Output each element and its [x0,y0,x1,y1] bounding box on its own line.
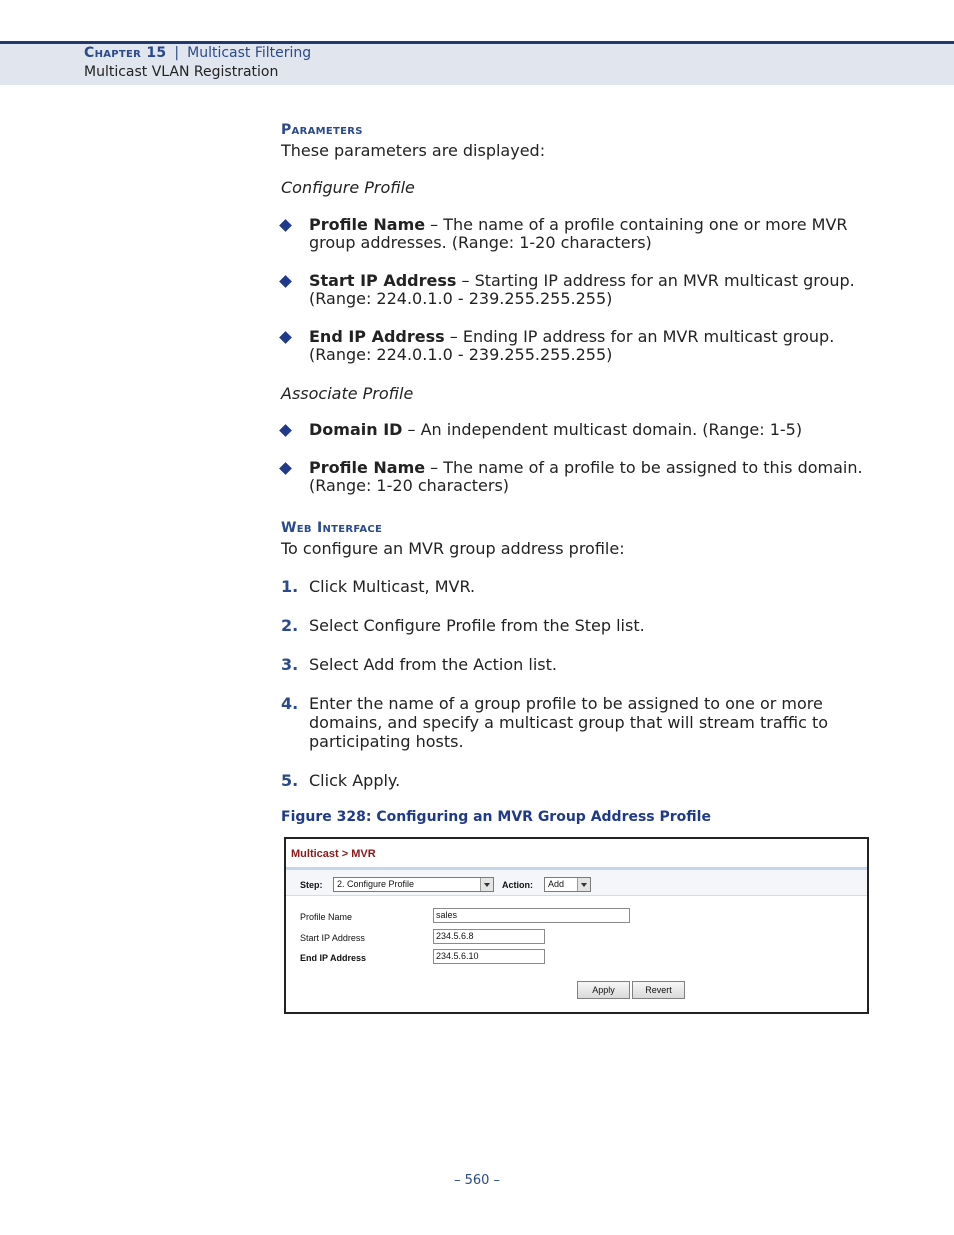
step-label: Step: [300,880,323,890]
parameters-intro: These parameters are displayed: [281,141,546,160]
bullet-desc: – Ending IP address for an MVR multicast group. (Range: 224.0.1.0 - 239.255.255.255) [309,327,835,364]
bullet-term: End IP Address [309,327,445,346]
bullet-desc: – An independent multicast domain. (Range: 1-5) [402,420,803,439]
bullet-desc: – Starting IP address for an MVR multicast group. (Range: 224.0.1.0 - 239.255.255.255) [309,271,855,308]
header-chapter-title: Multicast Filtering [187,45,312,61]
chevron-down-icon[interactable] [577,878,590,891]
step-text: Enter the name of a group profile to be assigned to one or more domains, and specify a multicast group that will stream traffic to participating hosts. [309,694,829,751]
step-number: 3. [281,655,299,674]
action-select-value: Add [548,879,565,889]
profile-name-label: Profile Name [300,912,353,922]
web-interface-heading: Web Interface [281,520,383,536]
screen-title: Multicast > MVR [291,848,376,860]
figure-caption: Figure 328: Configuring an MVR Group Address Profile [281,809,711,825]
bullet-term: Profile Name [309,458,426,477]
step-text: Select Configure Profile from the Step list. [309,616,645,635]
bullet-desc: – The name of a profile to be assigned to this domain. (Range: 1-20 characters) [309,458,863,495]
header-section-title: Multicast VLAN Registration [84,64,279,80]
chevron-down-icon[interactable] [480,878,493,891]
action-label: Action: [502,880,533,890]
diamond-bullet-icon [279,424,292,437]
parameters-heading: Parameters [281,122,363,138]
step-text: Select Add from the Action list. [309,655,557,674]
diamond-bullet-icon [279,331,292,344]
step-select[interactable] [333,877,494,892]
action-select[interactable] [544,877,591,892]
step-number: 1. [281,577,299,596]
end-ip-input[interactable]: 234.5.6.10 [433,949,545,964]
bullet-term: Profile Name [309,215,426,234]
step-number: 2. [281,616,299,635]
step-number: 5. [281,771,299,790]
step-text: Click Multicast, MVR. [309,577,476,596]
step-number: 4. [281,694,299,713]
start-ip-input[interactable]: 234.5.6.8 [433,929,545,944]
revert-button[interactable]: Revert [632,981,685,999]
diamond-bullet-icon [279,462,292,475]
associate-profile-subheading: Associate Profile [281,384,414,403]
start-ip-label: Start IP Address [300,933,365,943]
header-chapter: Chapter 15 [84,45,167,61]
bullet-term: Start IP Address [309,271,457,290]
apply-button[interactable]: Apply [577,981,630,999]
step-text: Click Apply. [309,771,401,790]
profile-name-input[interactable]: sales [433,908,630,923]
page-number: – 560 – [453,1173,501,1188]
web-interface-intro: To configure an MVR group address profile: [281,539,625,558]
diamond-bullet-icon [279,275,292,288]
header-chapter-line [84,45,311,61]
bullet-desc: – The name of a profile containing one or more MVR group addresses. (Range: 1-20 characters) [309,215,848,252]
end-ip-label: End IP Address [300,953,367,963]
configure-profile-subheading: Configure Profile [281,178,415,197]
step-select-value: 2. Configure Profile [337,879,415,889]
diamond-bullet-icon [279,219,292,232]
bullet-term: Domain ID [309,420,403,439]
mvr-profile-screenshot [284,837,869,1014]
header-separator: | [174,45,180,61]
